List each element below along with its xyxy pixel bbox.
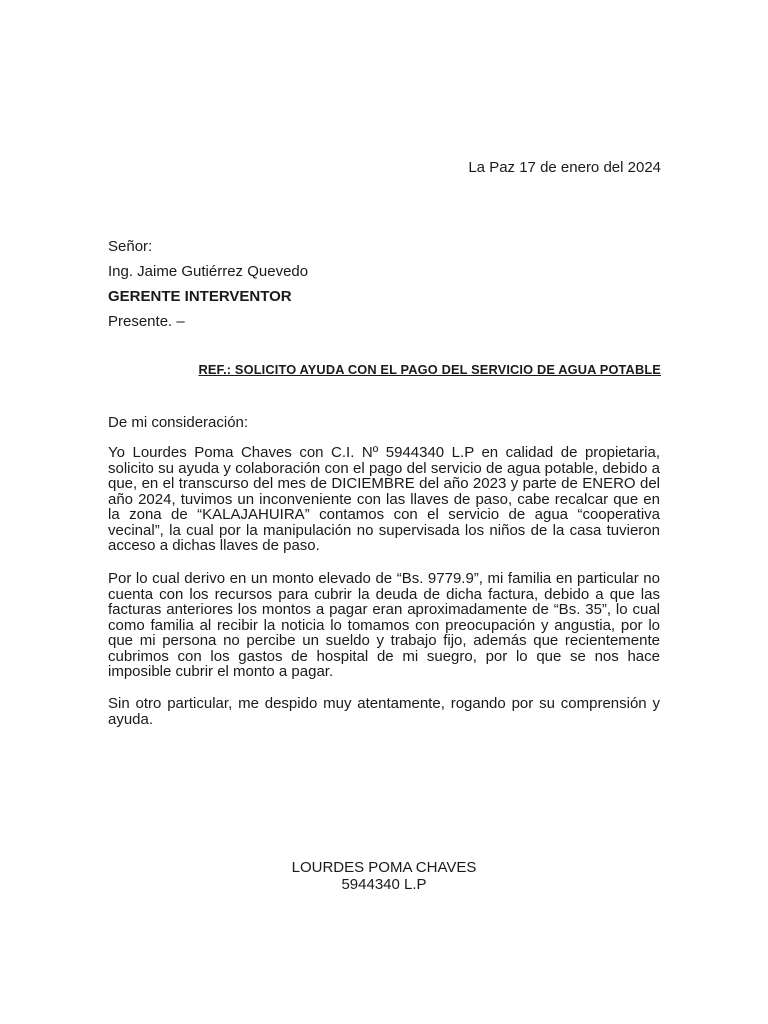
body-paragraph-2: Por lo cual derivo en un monto elevado de “Bs. 9779.9”, mi familia en particular no cuenta con los recursos para cubrir la deuda de dicha factura, debido a que las facturas anteriores los montos a pagar eran aproximadamente de “Bs. 35”, lo cual como familia al recibir la noticia lo tomamos con preocupación y angustia, por lo que mi persona no percibe un sueldo y trabajo fijo, además que recientemente cubrimos con los gastos de hospital de mi suegro, por lo que se nos hace imposible cubrir el monto a pagar. xyxy=(108,570,660,680)
recipient-salutation: Señor: xyxy=(108,238,153,255)
body-paragraph-1: Yo Lourdes Poma Chaves con C.I. Nº 5944340 L.P en calidad de propietaria, solicito su ayuda y colaboración con el pago del servicio de agua potable, debido a que, en el transcurso del mes de DICIEMBRE del año 2023 y parte de ENERO del año 2024, tuvimos un inconveniente con las llaves de paso, cabe recalcar que en la zona de “KALAJAHUIRA” contamos con el servicio de agua “cooperativa vecinal”, la cual por la manipulación no supervisada los niños de la casa tuvieron acceso a dichas llaves de paso. xyxy=(108,444,660,554)
greeting: De mi consideración: xyxy=(108,414,249,431)
signature-id: 5944340 L.P xyxy=(341,876,427,893)
recipient-title: GERENTE INTERVENTOR xyxy=(108,288,292,305)
signature-name: LOURDES POMA CHAVES xyxy=(291,859,477,876)
recipient-presente: Presente. – xyxy=(108,313,185,330)
body-paragraph-3: Sin otro particular, me despido muy atentamente, rogando por su comprensión y ayuda. xyxy=(108,695,660,728)
date-line: La Paz 17 de enero del 2024 xyxy=(468,159,661,176)
reference-line: REF.: SOLICITO AYUDA CON EL PAGO DEL SERVICIO DE AGUA POTABLE xyxy=(198,362,661,377)
recipient-name: Ing. Jaime Gutiérrez Quevedo xyxy=(108,263,309,280)
